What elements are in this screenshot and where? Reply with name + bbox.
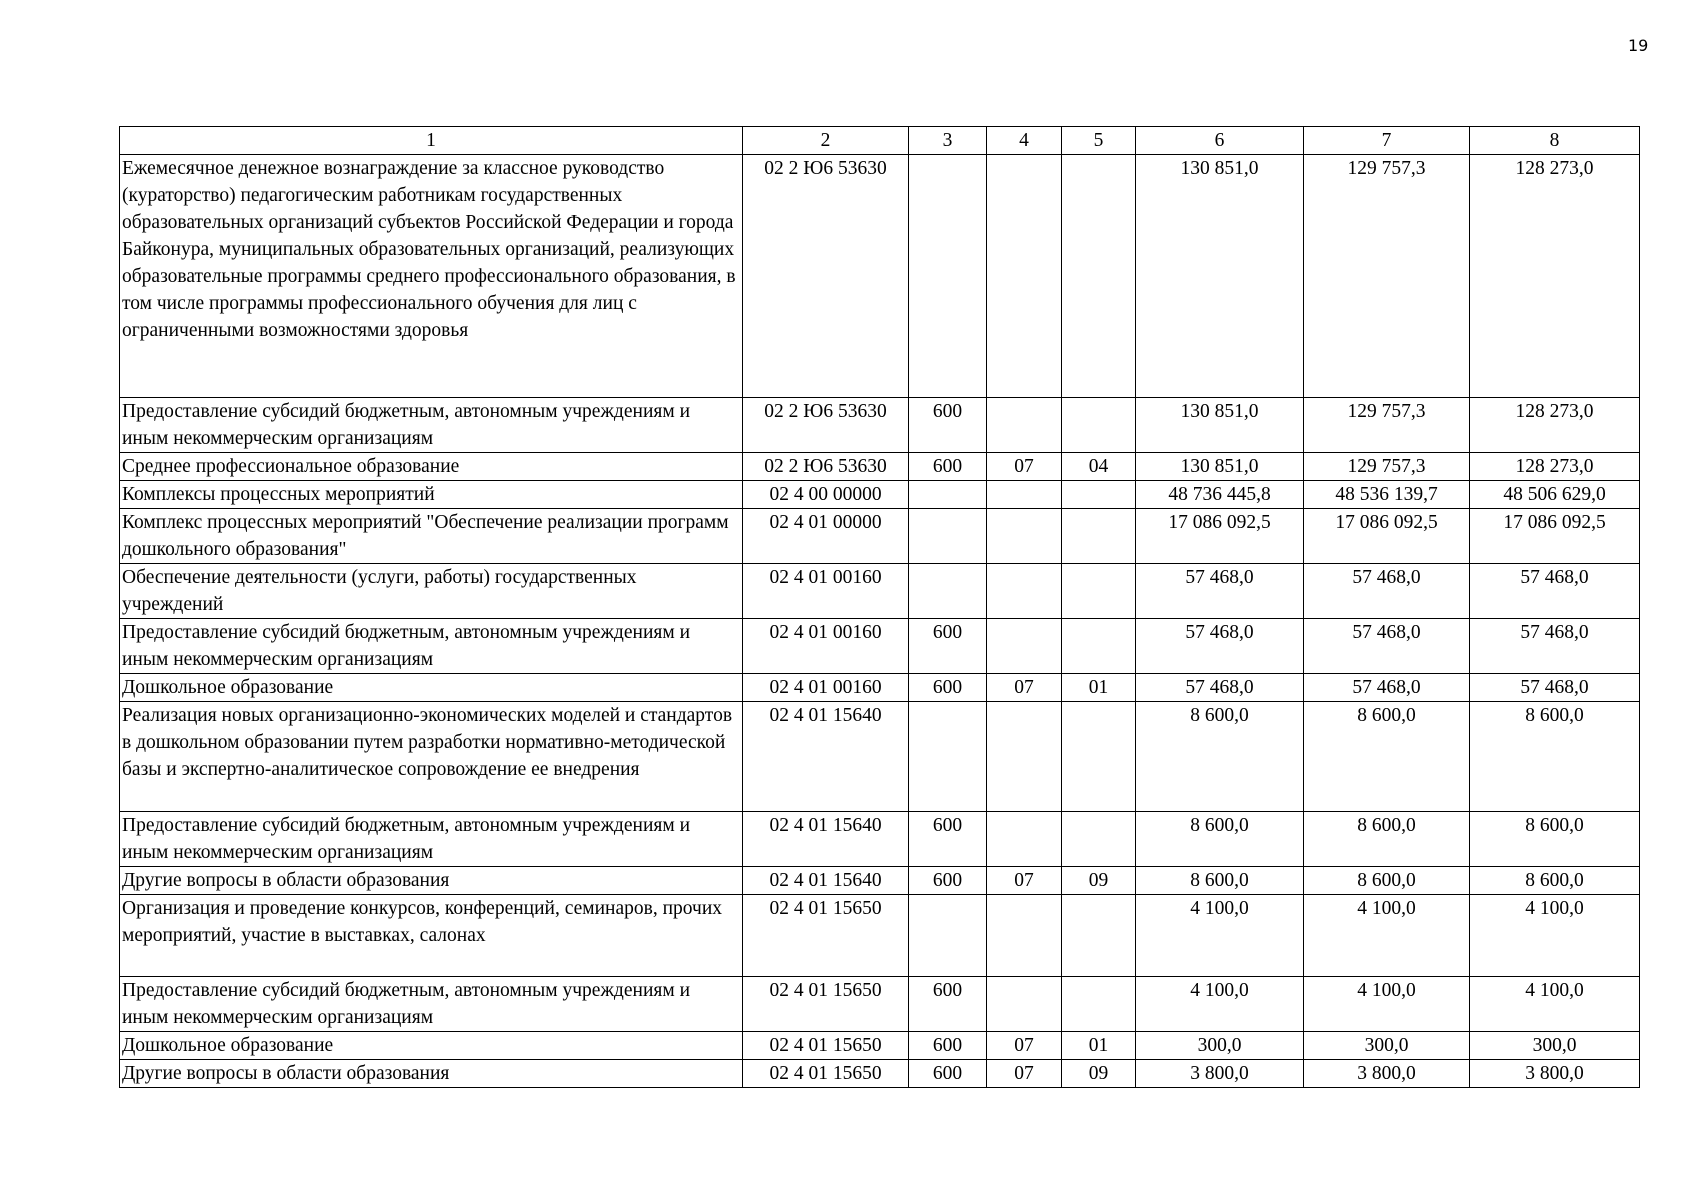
- row-amount-year-1: 57 468,0: [1136, 674, 1304, 702]
- row-amount-year-3: 300,0: [1470, 1032, 1640, 1060]
- row-amount-year-1: 130 851,0: [1136, 155, 1304, 398]
- row-subsection: [1062, 977, 1136, 1032]
- row-name: Обеспечение деятельности (услуги, работы) государственных учреждений: [120, 564, 743, 619]
- row-amount-year-2: 17 086 092,5: [1304, 509, 1470, 564]
- table-row: [120, 702, 1640, 812]
- row-code: 02 4 01 15650: [743, 895, 909, 977]
- row-section: [987, 398, 1062, 453]
- row-code: 02 4 01 00160: [743, 564, 909, 619]
- row-expense-type: [909, 481, 987, 509]
- row-subsection: [1062, 564, 1136, 619]
- row-code: 02 4 01 15650: [743, 977, 909, 1032]
- row-section: [987, 977, 1062, 1032]
- row-amount-year-1: 4 100,0: [1136, 977, 1304, 1032]
- row-code: 02 4 01 00160: [743, 674, 909, 702]
- row-code: 02 4 01 15650: [743, 1032, 909, 1060]
- row-section: 07: [987, 867, 1062, 895]
- row-expense-type: 600: [909, 1032, 987, 1060]
- row-code: 02 4 00 00000: [743, 481, 909, 509]
- row-section: [987, 509, 1062, 564]
- row-subsection: [1062, 812, 1136, 867]
- row-amount-year-3: 4 100,0: [1470, 895, 1640, 977]
- row-subsection: [1062, 895, 1136, 977]
- row-code: 02 2 Ю6 53630: [743, 398, 909, 453]
- row-amount-year-1: 17 086 092,5: [1136, 509, 1304, 564]
- row-name: Среднее профессиональное образование: [120, 453, 743, 481]
- row-amount-year-1: 300,0: [1136, 1032, 1304, 1060]
- header-row: [120, 127, 1640, 155]
- table-row: [120, 674, 1640, 702]
- row-expense-type: [909, 155, 987, 398]
- table-row: [120, 398, 1640, 453]
- row-amount-year-3: 3 800,0: [1470, 1060, 1640, 1088]
- row-amount-year-2: 300,0: [1304, 1032, 1470, 1060]
- row-expense-type: [909, 702, 987, 812]
- column-header: 7: [1304, 127, 1470, 155]
- row-name: Предоставление субсидий бюджетным, автономным учреждениям и иным некоммерческим организациям: [120, 398, 743, 453]
- row-amount-year-2: 8 600,0: [1304, 812, 1470, 867]
- row-amount-year-3: 57 468,0: [1470, 674, 1640, 702]
- row-name: Комплекс процессных мероприятий "Обеспечение реализации программ дошкольного образования": [120, 509, 743, 564]
- row-section: [987, 564, 1062, 619]
- row-code: 02 4 01 15640: [743, 702, 909, 812]
- column-header: 4: [987, 127, 1062, 155]
- table-row: [120, 155, 1640, 398]
- row-amount-year-2: 4 100,0: [1304, 977, 1470, 1032]
- row-code: 02 2 Ю6 53630: [743, 453, 909, 481]
- row-subsection: [1062, 509, 1136, 564]
- row-amount-year-3: 57 468,0: [1470, 619, 1640, 674]
- column-header: 3: [909, 127, 987, 155]
- row-subsection: 09: [1062, 867, 1136, 895]
- row-subsection: [1062, 155, 1136, 398]
- row-name: Реализация новых организационно-экономических моделей и стандартов в дошкольном образовании путем разработки нормативно-методической базы и экспертно-аналитическое сопровождение ее внедрения: [120, 702, 743, 812]
- table-row: [120, 977, 1640, 1032]
- row-name: Предоставление субсидий бюджетным, автономным учреждениям и иным некоммерческим организациям: [120, 619, 743, 674]
- row-subsection: 09: [1062, 1060, 1136, 1088]
- row-amount-year-3: 17 086 092,5: [1470, 509, 1640, 564]
- row-amount-year-3: 128 273,0: [1470, 398, 1640, 453]
- table-row: [120, 481, 1640, 509]
- column-header: 1: [120, 127, 743, 155]
- column-header: 6: [1136, 127, 1304, 155]
- table-row: [120, 1060, 1640, 1088]
- row-amount-year-1: 57 468,0: [1136, 564, 1304, 619]
- row-section: [987, 619, 1062, 674]
- row-amount-year-2: 3 800,0: [1304, 1060, 1470, 1088]
- table-row: [120, 895, 1640, 977]
- row-expense-type: 600: [909, 812, 987, 867]
- table-row: [120, 867, 1640, 895]
- row-subsection: 01: [1062, 1032, 1136, 1060]
- table-row: [120, 453, 1640, 481]
- row-expense-type: [909, 895, 987, 977]
- row-amount-year-3: 8 600,0: [1470, 702, 1640, 812]
- row-amount-year-3: 8 600,0: [1470, 867, 1640, 895]
- row-amount-year-2: 57 468,0: [1304, 564, 1470, 619]
- table-row: [120, 812, 1640, 867]
- row-subsection: 04: [1062, 453, 1136, 481]
- row-amount-year-1: 48 736 445,8: [1136, 481, 1304, 509]
- column-header: 2: [743, 127, 909, 155]
- row-amount-year-1: 8 600,0: [1136, 702, 1304, 812]
- row-expense-type: 600: [909, 674, 987, 702]
- row-section: 07: [987, 453, 1062, 481]
- row-subsection: [1062, 481, 1136, 509]
- row-expense-type: [909, 509, 987, 564]
- table-row: [120, 1032, 1640, 1060]
- table-row: [120, 564, 1640, 619]
- row-section: 07: [987, 1060, 1062, 1088]
- row-amount-year-3: 128 273,0: [1470, 453, 1640, 481]
- row-name: Комплексы процессных мероприятий: [120, 481, 743, 509]
- row-amount-year-3: 128 273,0: [1470, 155, 1640, 398]
- column-header: 5: [1062, 127, 1136, 155]
- row-section: [987, 702, 1062, 812]
- row-name: Дошкольное образование: [120, 674, 743, 702]
- page-number: 19: [1628, 36, 1649, 55]
- row-code: 02 4 01 00000: [743, 509, 909, 564]
- budget-table: [119, 126, 1640, 1088]
- row-amount-year-3: 4 100,0: [1470, 977, 1640, 1032]
- row-expense-type: 600: [909, 398, 987, 453]
- row-expense-type: 600: [909, 867, 987, 895]
- row-name: Предоставление субсидий бюджетным, автономным учреждениям и иным некоммерческим организациям: [120, 812, 743, 867]
- row-amount-year-2: 57 468,0: [1304, 619, 1470, 674]
- row-section: 07: [987, 674, 1062, 702]
- row-subsection: 01: [1062, 674, 1136, 702]
- row-amount-year-1: 8 600,0: [1136, 867, 1304, 895]
- row-amount-year-1: 130 851,0: [1136, 453, 1304, 481]
- table-row: [120, 509, 1640, 564]
- row-amount-year-2: 4 100,0: [1304, 895, 1470, 977]
- row-amount-year-2: 129 757,3: [1304, 398, 1470, 453]
- row-name: Предоставление субсидий бюджетным, автономным учреждениям и иным некоммерческим организациям: [120, 977, 743, 1032]
- row-expense-type: [909, 564, 987, 619]
- row-section: 07: [987, 1032, 1062, 1060]
- row-amount-year-1: 130 851,0: [1136, 398, 1304, 453]
- row-amount-year-3: 8 600,0: [1470, 812, 1640, 867]
- row-name: Дошкольное образование: [120, 1032, 743, 1060]
- row-code: 02 2 Ю6 53630: [743, 155, 909, 398]
- row-amount-year-2: 129 757,3: [1304, 155, 1470, 398]
- row-code: 02 4 01 15650: [743, 1060, 909, 1088]
- row-expense-type: 600: [909, 977, 987, 1032]
- row-subsection: [1062, 702, 1136, 812]
- row-amount-year-2: 48 536 139,7: [1304, 481, 1470, 509]
- row-subsection: [1062, 398, 1136, 453]
- row-amount-year-2: 57 468,0: [1304, 674, 1470, 702]
- row-expense-type: 600: [909, 1060, 987, 1088]
- table-row: [120, 619, 1640, 674]
- row-amount-year-1: 57 468,0: [1136, 619, 1304, 674]
- row-expense-type: 600: [909, 619, 987, 674]
- row-amount-year-2: 8 600,0: [1304, 702, 1470, 812]
- row-name: Организация и проведение конкурсов, конференций, семинаров, прочих мероприятий, участие в выставках, салонах: [120, 895, 743, 977]
- row-amount-year-3: 57 468,0: [1470, 564, 1640, 619]
- row-amount-year-2: 129 757,3: [1304, 453, 1470, 481]
- row-amount-year-1: 8 600,0: [1136, 812, 1304, 867]
- row-code: 02 4 01 15640: [743, 812, 909, 867]
- row-amount-year-3: 48 506 629,0: [1470, 481, 1640, 509]
- row-section: [987, 481, 1062, 509]
- row-code: 02 4 01 15640: [743, 867, 909, 895]
- column-header: 8: [1470, 127, 1640, 155]
- row-name: Ежемесячное денежное вознаграждение за классное руководство (кураторство) педагогическим работникам государственных образовательных организаций субъектов Российской Федерации и города Байконура, муниципальных образовательных организаций, реализующих образовательные программы среднего профессионального образования, в том числе программы профессионального обучения для лиц с ограниченными возможностями здоровья: [120, 155, 743, 398]
- row-name: Другие вопросы в области образования: [120, 867, 743, 895]
- row-code: 02 4 01 00160: [743, 619, 909, 674]
- row-amount-year-1: 3 800,0: [1136, 1060, 1304, 1088]
- row-section: [987, 155, 1062, 398]
- row-name: Другие вопросы в области образования: [120, 1060, 743, 1088]
- row-expense-type: 600: [909, 453, 987, 481]
- row-section: [987, 812, 1062, 867]
- row-amount-year-1: 4 100,0: [1136, 895, 1304, 977]
- row-subsection: [1062, 619, 1136, 674]
- row-amount-year-2: 8 600,0: [1304, 867, 1470, 895]
- row-section: [987, 895, 1062, 977]
